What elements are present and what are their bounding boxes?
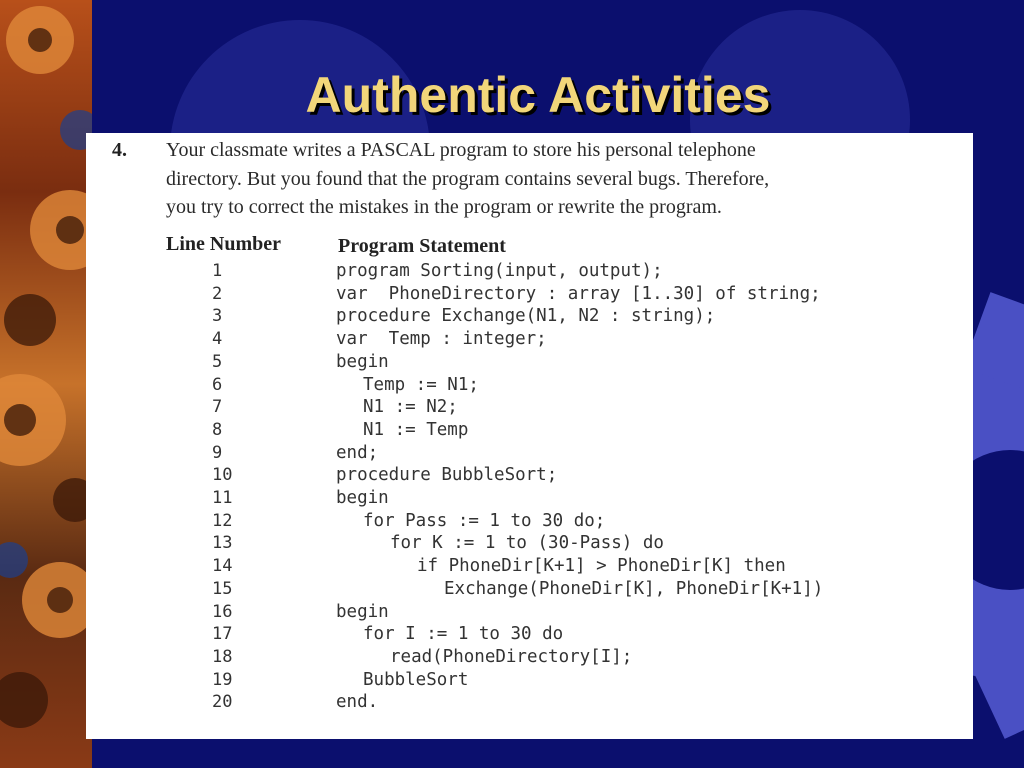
code-statement: for I := 1 to 30 do bbox=[363, 624, 564, 645]
code-row bbox=[86, 556, 973, 578]
code-row bbox=[86, 397, 973, 419]
line-number: 11 bbox=[212, 488, 233, 508]
code-statement: program Sorting(input, output); bbox=[336, 261, 663, 281]
line-number: 16 bbox=[212, 601, 233, 622]
code-statement: for K := 1 to (30-Pass) do bbox=[390, 533, 664, 554]
slide-title: Authentic Activities bbox=[305, 67, 771, 123]
code-row bbox=[86, 670, 973, 692]
code-statement: var Temp : integer; bbox=[336, 329, 547, 350]
code-row bbox=[86, 533, 973, 555]
code-row bbox=[86, 284, 973, 306]
code-row bbox=[86, 443, 973, 465]
line-number: 2 bbox=[212, 283, 223, 304]
code-statement: begin bbox=[336, 351, 389, 372]
line-number: 20 bbox=[212, 692, 233, 713]
code-statement: for Pass := 1 to 30 do; bbox=[363, 510, 606, 531]
code-row bbox=[86, 579, 973, 601]
question-number: 4. bbox=[112, 139, 127, 161]
code-row bbox=[86, 624, 973, 646]
code-row bbox=[86, 692, 973, 714]
code-statement: N1 := N2; bbox=[363, 397, 458, 418]
code-statement: procedure Exchange(N1, N2 : string); bbox=[336, 306, 716, 327]
question-text-line: directory. But you found that the program contains several bugs. Therefore, bbox=[166, 168, 770, 190]
line-number: 18 bbox=[212, 646, 233, 667]
line-number: 17 bbox=[212, 624, 233, 645]
code-row bbox=[86, 352, 973, 374]
code-statement: procedure BubbleSort; bbox=[336, 465, 558, 486]
code-row bbox=[86, 647, 973, 669]
line-number: 10 bbox=[212, 465, 233, 486]
code-statement: Exchange(PhoneDir[K], PhoneDir[K+1]) bbox=[444, 578, 824, 599]
code-statement: var PhoneDirectory : array [1..30] of string; bbox=[336, 283, 821, 304]
line-number: 7 bbox=[212, 397, 223, 418]
line-number: 12 bbox=[212, 510, 233, 531]
column-header-line-number: Line Number bbox=[166, 233, 281, 255]
code-row bbox=[86, 375, 973, 397]
code-statement: N1 := Temp bbox=[363, 419, 469, 440]
question-text-line: Your classmate writes a PASCAL program to store his personal telephone bbox=[166, 139, 756, 161]
code-statement: end; bbox=[336, 442, 379, 463]
code-statement: if PhoneDir[K+1] > PhoneDir[K] then bbox=[417, 556, 786, 577]
question-text-line: you try to correct the mistakes in the program or rewrite the program. bbox=[166, 196, 722, 218]
code-row bbox=[86, 261, 973, 283]
code-statement: end. bbox=[336, 692, 379, 713]
code-row bbox=[86, 420, 973, 442]
code-row bbox=[86, 306, 973, 328]
line-number: 13 bbox=[212, 533, 233, 554]
line-number: 3 bbox=[212, 306, 223, 327]
code-statement: begin bbox=[336, 488, 389, 508]
code-row bbox=[86, 602, 973, 624]
line-number: 6 bbox=[212, 374, 223, 395]
code-statement: read(PhoneDirectory[I]; bbox=[390, 646, 633, 667]
exercise-panel bbox=[86, 133, 973, 739]
line-number: 4 bbox=[212, 329, 223, 350]
line-number: 8 bbox=[212, 419, 223, 440]
code-statement: Temp := N1; bbox=[363, 374, 479, 395]
code-row bbox=[86, 329, 973, 351]
line-number: 14 bbox=[212, 556, 233, 577]
line-number: 5 bbox=[212, 351, 223, 372]
code-statement: BubbleSort bbox=[363, 669, 469, 690]
line-number: 19 bbox=[212, 669, 233, 690]
code-statement: begin bbox=[336, 601, 389, 622]
code-row bbox=[86, 465, 973, 487]
code-row bbox=[86, 511, 973, 533]
line-number: 1 bbox=[212, 261, 223, 281]
column-header-program-statement: Program Statement bbox=[338, 235, 506, 257]
line-number: 15 bbox=[212, 578, 233, 599]
code-row bbox=[86, 488, 973, 510]
line-number: 9 bbox=[212, 442, 223, 463]
